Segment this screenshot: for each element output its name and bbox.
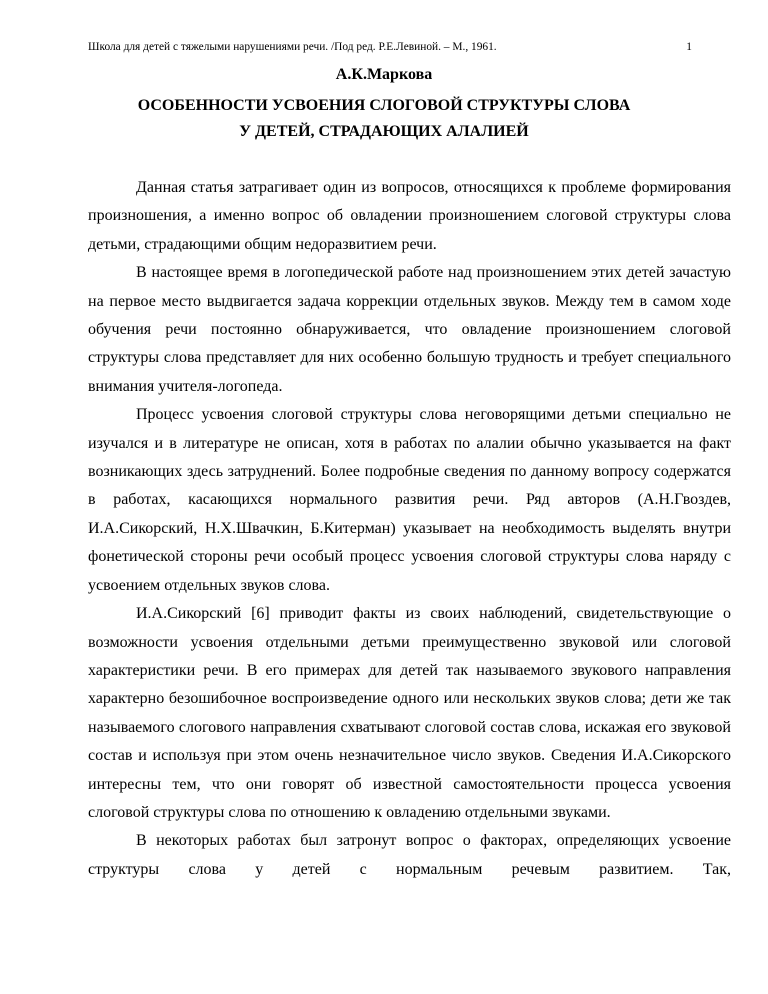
article-title [0, 93, 768, 145]
page-number: 1 [686, 41, 692, 53]
paragraph-2: В настоящее время в логопедической работе над произношением этих детей зачастую на первое место выдвигается задача коррекции отдельных звуков. Между тем в самом ходе обучения речи постоянно обнаруживается, что овладение произношением слоговой структуры слова представляет для них особенно большую трудность и требует специального внимания учителя-логопеда. [88, 264, 731, 395]
header-source: Школа для детей с тяжелыми нарушениями речи. /Под ред. Р.Е.Левиной. – М., 1961. [88, 41, 497, 53]
paragraph-1: Данная статья затрагивает один из вопросов, относящихся к проблеме формирования произношения, а именно вопрос об овладении произношением слоговой структуры слова детьми, страдающими общим недоразвитием речи. [88, 179, 731, 253]
running-header [88, 39, 692, 55]
article-author: А.К.Маркова [335, 66, 433, 83]
article-body [88, 174, 731, 884]
paragraph-5: В некоторых работах был затронут вопрос о факторах, определяющих усвоение структуры слова у детей с нормальным речевым развитием. Так, [88, 832, 731, 878]
title-line-2: У ДЕТЕЙ, СТРАДАЮЩИХ АЛАЛИЕЙ [239, 123, 529, 140]
paragraph-4: И.А.Сикорский [6] приводит факты из своих наблюдений, свидетельствующие о возможности усвоения отдельными детьми преимущественно звуковой или слоговой характеристики речи. В его примерах для детей так называемого звукового направления характерно безошибочное воспроизведение одного или нескольких звуков слова; дети же так называемого слогового направления схватывают слоговой состав слова, искажая его звуковой состав и используя при этом очень незначительное число звуков. Сведения И.А.Сикорского интересны тем, что они говорят об известной самостоятельности процесса усвоения слоговой структуры слова по отношению к овладению отдельными звуками. [88, 605, 731, 821]
title-line-1: ОСОБЕННОСТИ УСВОЕНИЯ СЛОГОВОЙ СТРУКТУРЫ СЛОВА [137, 97, 631, 114]
paragraph-3: Процесс усвоения слоговой структуры слова неговорящими детьми специально не изучался и в литературе не описан, хотя в работах по алалии обычно указывается на факт возникающих здесь затруднений. Более подробные сведения по данному вопросу содержатся в работах, касающихся нормального развития речи. Ряд авторов (А.Н.Гвоздев, И.А.Сикорский, Н.Х.Швачкин, Б.Китерман) указывает на необходимость выделять внутри фонетической стороны речи особый процесс усвоения слоговой структуры слова наряду с усвоением отдельных звуков слова. [88, 406, 731, 594]
